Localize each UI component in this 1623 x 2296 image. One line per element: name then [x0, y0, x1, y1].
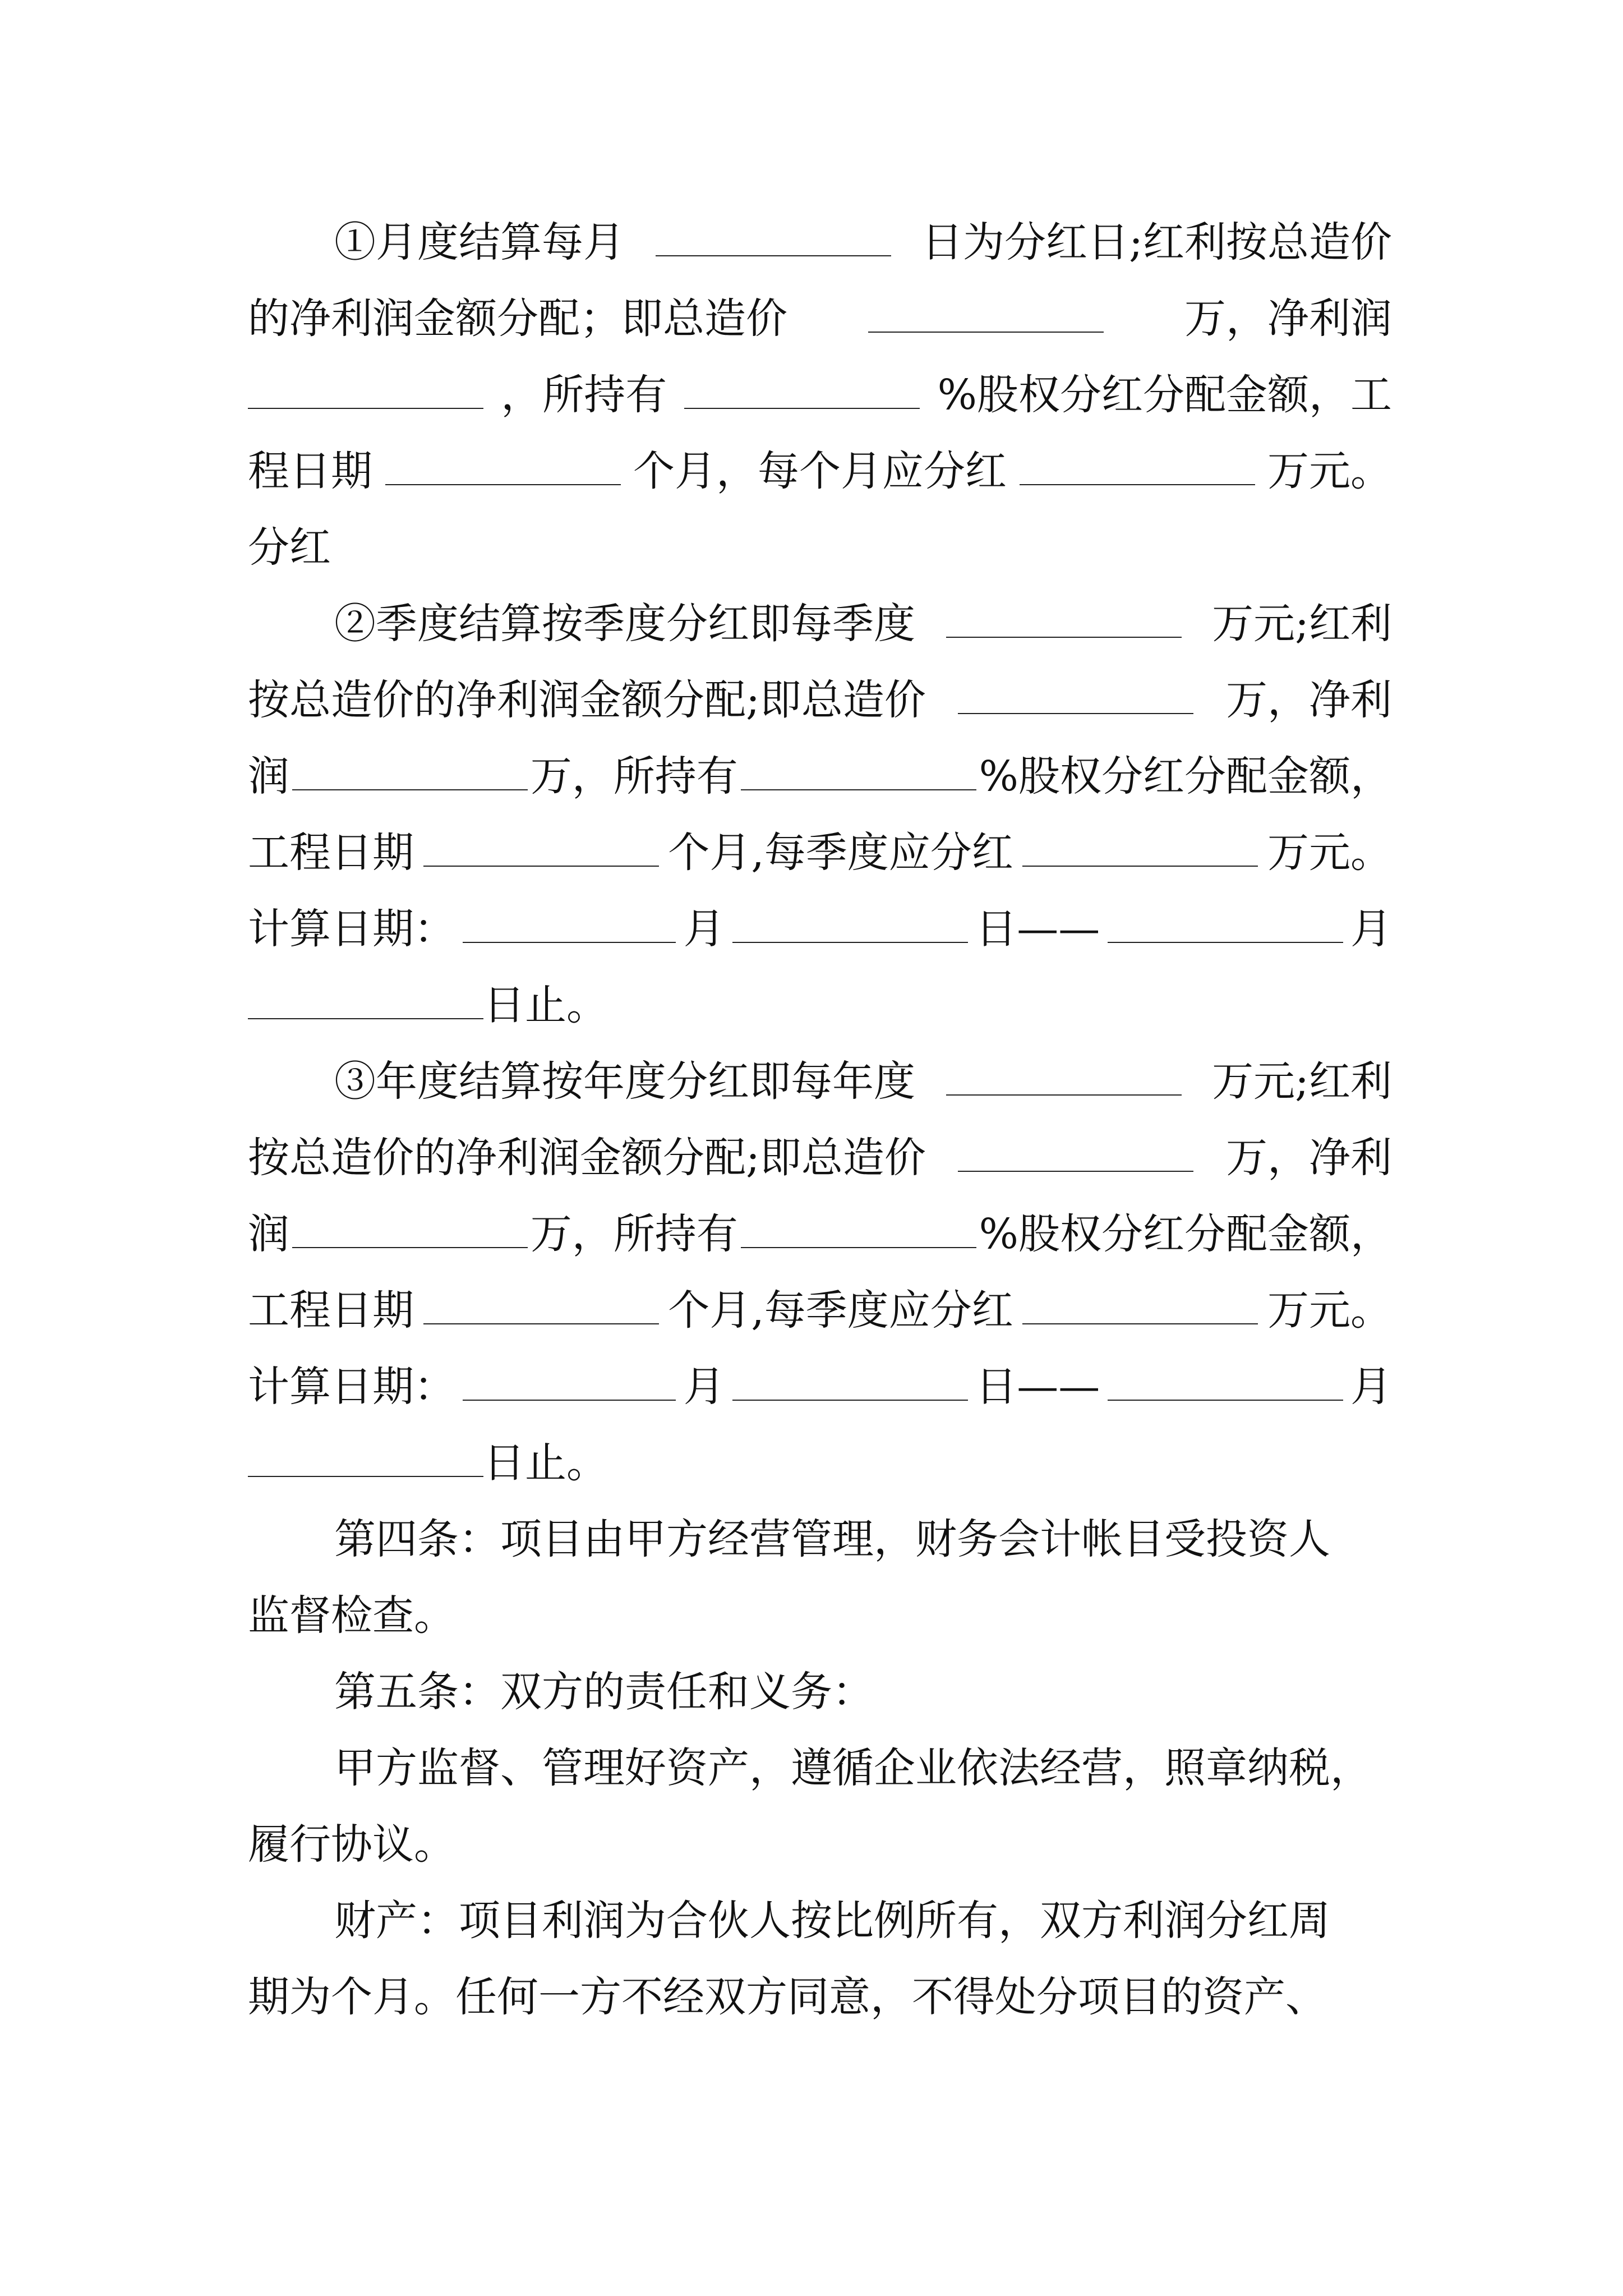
blank-field[interactable]	[958, 1136, 1193, 1172]
blank-field[interactable]	[248, 983, 483, 1019]
p2-text: 万元;红利	[1212, 600, 1392, 648]
p2-text: 计算日期：	[248, 905, 455, 953]
article5-p1-line-1	[334, 1740, 1392, 1796]
p1-text: %股权分红分配金额，工	[937, 371, 1392, 419]
p3-text: 万元;红利	[1212, 1057, 1392, 1106]
p2-text: 润	[248, 752, 289, 800]
blank-field[interactable]	[463, 1365, 676, 1401]
blank-field[interactable]	[385, 449, 621, 485]
p3-line-6	[248, 1435, 1392, 1491]
p2-text: 按总造价的净利润金额分配;即总造价	[248, 676, 926, 724]
p2-line-6	[248, 977, 1392, 1033]
blank-field[interactable]	[958, 678, 1193, 714]
p2-line-4	[248, 825, 1392, 881]
p3-line-3	[248, 1206, 1392, 1262]
p3-line-2	[248, 1130, 1392, 1186]
p2-text: 个月,每季度应分红	[668, 829, 1013, 877]
p3-text: 万元。	[1267, 1286, 1392, 1335]
blank-field[interactable]	[248, 373, 483, 409]
p3-text: 月	[1350, 1363, 1392, 1411]
p2-line-5	[248, 901, 1392, 957]
blank-field[interactable]	[946, 1060, 1182, 1096]
p2-text: ②季度结算按季度分红即每季度	[334, 600, 915, 648]
p3-text: ③年度结算按年度分红即每年度	[334, 1057, 915, 1106]
p1-text: 万元。	[1267, 447, 1392, 495]
blank-field[interactable]	[868, 297, 1104, 333]
article4-text: 第四条：项目由甲方经营管理，财务会计帐目受投资人	[334, 1515, 1330, 1563]
article5-text: 甲方监督、管理好资产，遵循企业依法经营，照章纳税，	[334, 1744, 1372, 1792]
p2-text: 万，所持有	[530, 752, 738, 800]
article5-p2-line-1	[334, 1893, 1392, 1949]
article4-line-1	[334, 1511, 1392, 1567]
p2-text: 日止。	[483, 981, 608, 1029]
article5-p2-line-2	[248, 1969, 1392, 2025]
blank-field[interactable]	[292, 1212, 528, 1248]
article5-title	[334, 1664, 1392, 1720]
blank-field[interactable]	[1022, 1289, 1258, 1324]
p2-line-3	[248, 748, 1392, 804]
p2-text: 工程日期	[248, 829, 414, 877]
p2-text: 月	[683, 905, 725, 953]
p3-text: 按总造价的净利润金额分配;即总造价	[248, 1134, 926, 1182]
p1-line-1	[334, 214, 1392, 270]
p3-text: 个月,每季度应分红	[668, 1286, 1013, 1335]
p2-line-1	[334, 596, 1392, 652]
p1-line-5	[248, 519, 1392, 576]
p2-text: 日——	[975, 905, 1100, 953]
p2-line-2	[248, 672, 1392, 728]
p3-text: 月	[683, 1363, 725, 1411]
p3-text: 万，所持有	[530, 1210, 738, 1258]
blank-field[interactable]	[1022, 831, 1258, 867]
p1-text: ①月度结算每月	[334, 218, 625, 266]
p3-line-1	[334, 1053, 1392, 1110]
blank-field[interactable]	[732, 907, 968, 943]
p3-text: 工程日期	[248, 1286, 414, 1335]
blank-field[interactable]	[1108, 907, 1343, 943]
blank-field[interactable]	[741, 754, 976, 790]
p3-line-4	[248, 1282, 1392, 1338]
p2-text: %股权分红分配金额，	[979, 752, 1392, 800]
p3-text: 计算日期：	[248, 1363, 455, 1411]
article5-text: 履行协议。	[248, 1820, 455, 1869]
p3-line-5	[248, 1359, 1392, 1415]
blank-field[interactable]	[463, 907, 676, 943]
article4-line-2	[248, 1588, 1392, 1644]
p2-text: 万元。	[1267, 829, 1392, 877]
p1-text: 个月，每个月应分红	[633, 447, 1007, 495]
p2-text: 万，净利	[1226, 676, 1392, 724]
p1-text: ，所持有	[501, 371, 667, 419]
p1-line-4	[248, 443, 1392, 499]
p1-text: 的净利润金额分配；即总造价	[248, 295, 787, 343]
blank-field[interactable]	[741, 1212, 976, 1248]
p3-text: 日——	[975, 1363, 1100, 1411]
p3-text: 万，净利	[1226, 1134, 1392, 1182]
p1-text: 程日期	[248, 447, 372, 495]
p1-text: 万，净利润	[1184, 295, 1392, 343]
blank-field[interactable]	[946, 602, 1182, 638]
p1-text: 日为分红日;红利按总造价	[921, 218, 1392, 266]
blank-field[interactable]	[1108, 1365, 1343, 1401]
article5-text: 期为个月。任何一方不经双方同意，不得处分项目的资产、	[248, 1973, 1327, 2021]
p3-text: 日止。	[483, 1439, 608, 1487]
blank-field[interactable]	[423, 1289, 659, 1324]
article5-title-text: 第五条：双方的责任和义务：	[334, 1668, 874, 1716]
p1-line-3	[248, 367, 1392, 423]
blank-field[interactable]	[423, 831, 659, 867]
article5-p1-line-2	[248, 1816, 1392, 1872]
article4-text: 监督检查。	[248, 1591, 455, 1640]
blank-field[interactable]	[1020, 449, 1255, 485]
blank-field[interactable]	[292, 754, 528, 790]
blank-field[interactable]	[684, 373, 920, 409]
p1-text: 分红	[248, 523, 331, 572]
p3-text: %股权分红分配金额，	[979, 1210, 1392, 1258]
p3-text: 润	[248, 1210, 289, 1258]
article5-text: 财产：项目利润为合伙人按比例所有，双方利润分红周	[334, 1897, 1330, 1945]
p2-text: 月	[1350, 905, 1392, 953]
p1-line-2	[248, 291, 1392, 347]
blank-field[interactable]	[732, 1365, 968, 1401]
blank-field[interactable]	[656, 220, 891, 256]
blank-field[interactable]	[248, 1441, 483, 1477]
